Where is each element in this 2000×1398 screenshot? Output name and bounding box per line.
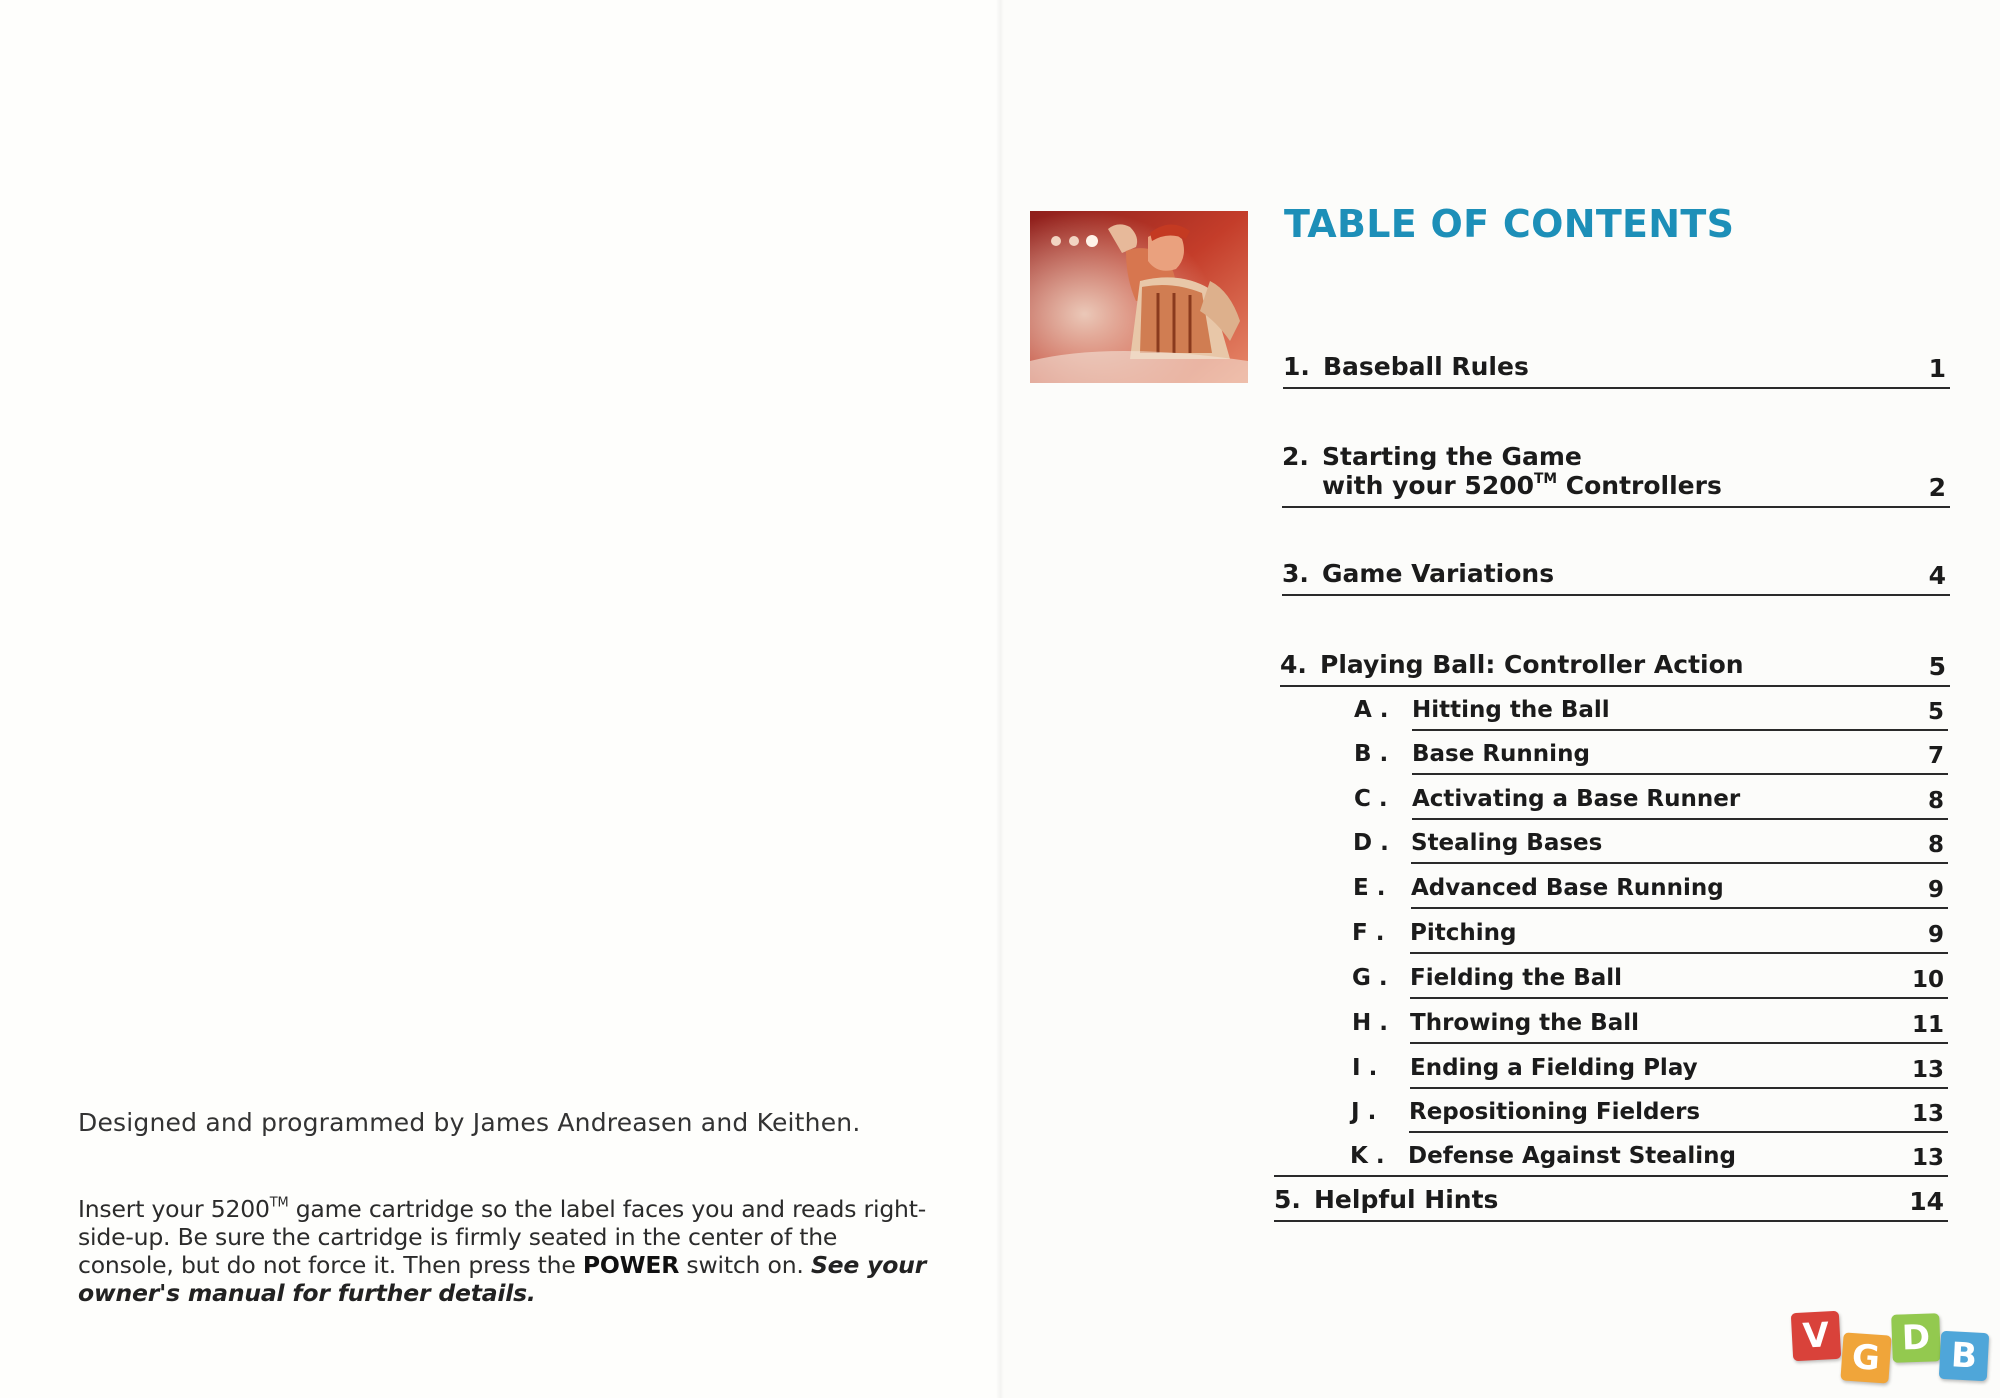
logo-tile-d: D [1891,1313,1941,1363]
toc-subentry-f [1352,909,1948,954]
toc-entry-label [1283,352,1529,381]
catcher-illustration [1030,211,1248,383]
toc-subentry-page: 13 [1911,1057,1944,1083]
toc-subentry-e [1353,864,1948,909]
toc-entry-number: 3. [1282,559,1309,588]
toc-subentry-title: Activating a Base Runner [1412,786,1741,812]
toc-entry-page: 14 [1909,1187,1944,1216]
toc-subentry-page: 9 [1927,922,1944,948]
toc-subentry-h [1352,999,1948,1044]
toc-entry-4 [1280,638,1950,687]
page-fold [996,0,1004,1398]
toc-rule [1283,387,1950,389]
toc-rule [1282,506,1950,508]
logo-tile-b: B [1939,1331,1989,1381]
toc-subentry-letter: G . [1352,965,1388,991]
toc-entry-5 [1274,1177,1948,1222]
toc-subentry-letter: J . [1351,1099,1377,1125]
toc-entry-1 [1283,340,1950,389]
toc-subentry-page: 13 [1911,1145,1944,1171]
toc-subentry-i [1352,1044,1948,1089]
toc-subentry-title: Defense Against Stealing [1408,1143,1736,1169]
vgdb-logo [1788,1310,1994,1390]
toc-subentry-title: Ending a Fielding Play [1410,1055,1698,1081]
insert-text-2: game cartridge so the label faces you and reads right-side-up. Be sure the cartridge is firmly seated in the center of the console, but do not force it. Then press the [78,1195,927,1279]
insert-text-3: switch on. [679,1251,811,1279]
toc-subentry-page: 5 [1927,699,1944,725]
toc-entry-title: Game Variations [1322,559,1555,588]
toc-entry-title: Baseball Rules [1323,352,1529,381]
toc-entry-page: 5 [1928,652,1946,681]
toc-entry-page: 4 [1928,561,1946,590]
toc-rule [1282,594,1950,596]
toc-subentry-k [1350,1133,1948,1177]
toc-entry-label [1274,1185,1498,1214]
toc-entry-title: Playing Ball: Controller Action [1320,650,1744,679]
toc-subentry-d [1353,820,1948,864]
credits-text: Designed and programmed by James Andreasen and Keithen. [78,1108,861,1137]
toc-subentry-letter: K . [1350,1143,1385,1169]
toc-subentry-letter: I . [1352,1055,1378,1081]
toc-subentry-letter: D . [1353,830,1389,856]
toc-title: TABLE OF CONTENTS [1284,202,1735,246]
logo-tile-v: V [1791,1311,1841,1361]
toc-subentry-page: 10 [1911,967,1944,993]
toc-subentry-b [1354,731,1948,775]
toc-entry-number: 5. [1274,1185,1301,1214]
toc-entry-number: 4. [1280,650,1307,679]
toc-subentry-page: 13 [1911,1101,1944,1127]
toc-subentry-letter: B . [1354,741,1389,767]
trademark: TM [269,1195,289,1211]
toc-entry-label [1282,559,1554,588]
toc-subentry-c [1354,775,1948,820]
insert-instructions [78,1195,938,1307]
power-word: POWER [582,1251,680,1279]
toc-subentry-title: Hitting the Ball [1412,697,1610,723]
toc-subentry-page: 11 [1911,1012,1944,1038]
toc-subentry-page: 8 [1927,788,1944,814]
see-manual-text: See your owner's manual for further details. [78,1251,927,1307]
toc-entry-label [1282,442,1722,500]
toc-entry-page: 2 [1928,473,1946,502]
toc-subentry-page: 9 [1927,877,1944,903]
insert-text-1: Insert your 5200 [78,1195,270,1223]
toc-entry-page: 1 [1928,354,1946,383]
toc-subentry-title: Fielding the Ball [1410,965,1623,991]
toc-subentry-letter: C . [1354,786,1388,812]
toc-subentry-a [1354,687,1948,731]
toc-subentry-title: Advanced Base Running [1411,875,1724,901]
toc-entry-title: Starting the Game [1322,442,1582,471]
toc-entry-2 [1282,430,1950,508]
toc-subentry-g [1352,954,1948,999]
toc-subentry-letter: H . [1352,1010,1388,1036]
toc-subentry-title: Pitching [1410,920,1517,946]
toc-subentry-page: 7 [1927,743,1944,769]
toc-entry-number: 1. [1283,352,1310,381]
toc-subentry-letter: E . [1353,875,1386,901]
logo-tile-g: G [1840,1332,1891,1383]
toc-subentry-title: Base Running [1412,741,1590,767]
toc-subentry-letter: F . [1352,920,1385,946]
toc-subentry-j [1351,1089,1948,1133]
toc-subentry-title: Stealing Bases [1411,830,1603,856]
toc-subentry-page: 8 [1927,832,1944,858]
toc-subentry-letter: A . [1354,697,1389,723]
toc-subentry-title: Repositioning Fielders [1409,1099,1701,1125]
toc-subentry-title: Throwing the Ball [1410,1010,1639,1036]
toc-entry-3 [1282,548,1950,596]
toc-entry-title: Helpful Hints [1314,1185,1499,1214]
toc-rule [1274,1220,1948,1222]
toc-entry-title-line2: with your 5200™ Controllers [1322,471,1722,500]
toc-entry-number: 2. [1282,442,1309,471]
toc-entry-label [1280,650,1744,679]
